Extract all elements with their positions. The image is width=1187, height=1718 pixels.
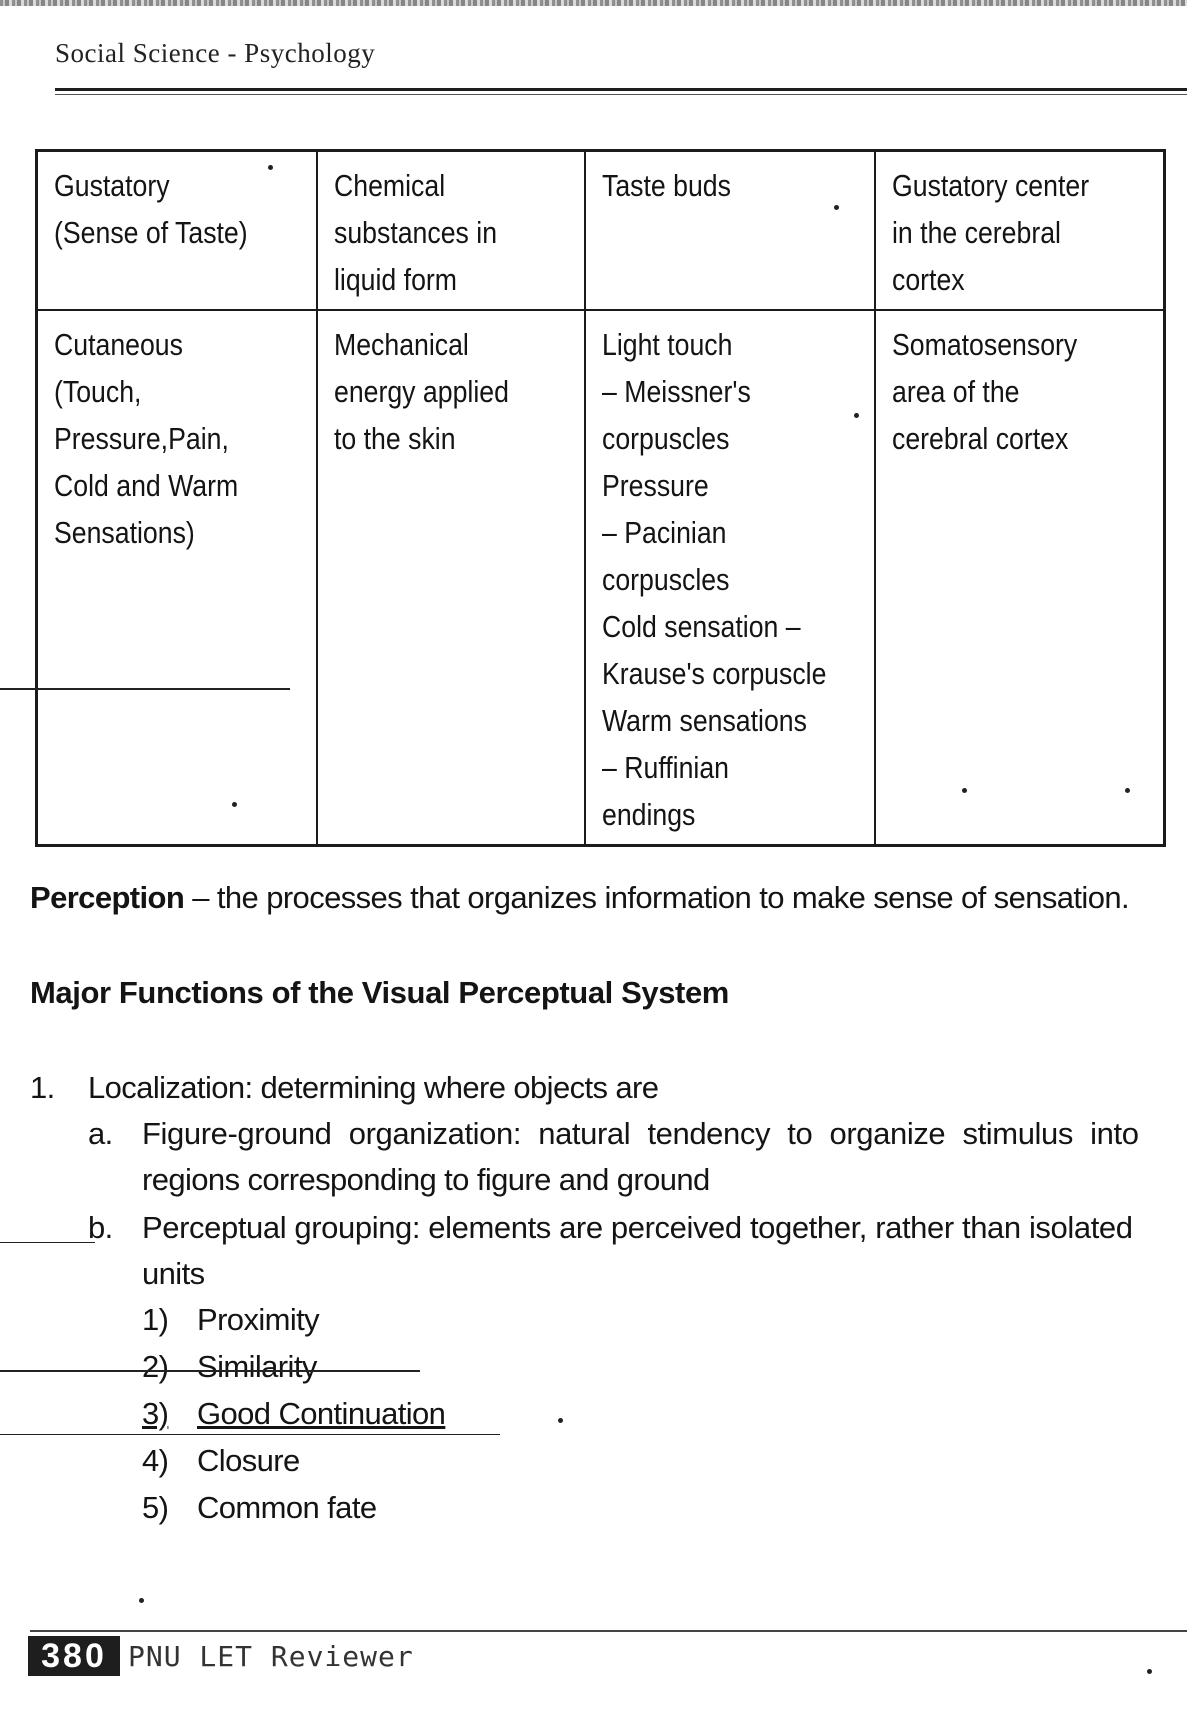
scan-edge-noise [0, 0, 1187, 6]
list-item-text: regions corresponding to figure and ground [142, 1162, 710, 1197]
cell-line: liquid form [333, 262, 457, 297]
scan-speck [962, 788, 967, 793]
cell-line: Gustatory center [891, 168, 1089, 203]
sub-list-number: 3) [142, 1396, 169, 1431]
scan-speck [1125, 788, 1130, 793]
perception-definition [30, 880, 1180, 916]
brain-area-cell [875, 310, 1165, 846]
table-row [37, 151, 1165, 311]
cell-line: Somatosensory [891, 327, 1077, 362]
receptors-cell [585, 310, 875, 846]
cell-line: area of the [891, 374, 1019, 409]
cell-line: cortex [891, 262, 965, 297]
scan-speck [1147, 1669, 1152, 1674]
cell-line: corpuscles [601, 421, 729, 456]
cell-line: – Pacinian [601, 515, 727, 550]
list-number: 1. [30, 1070, 55, 1105]
cell-line: Cold and Warm [54, 468, 239, 503]
list-item-text: Localization: determining where objects are [88, 1070, 659, 1105]
scan-speck [834, 205, 839, 210]
cell-line: Krause's corpuscle [601, 656, 826, 691]
scan-stroke [0, 1242, 95, 1243]
perception-term: Perception [30, 880, 185, 915]
cell-line: (Touch, [54, 374, 142, 409]
cell-line: to the skin [333, 421, 456, 456]
cell-line: substances in [333, 215, 497, 250]
list-item-text: Perceptual grouping: elements are perceived together, rather than isolated [142, 1210, 1133, 1245]
footer-rule [30, 1630, 1187, 1632]
list-letter: b. [88, 1210, 113, 1245]
scan-speck [558, 1418, 563, 1423]
scan-speck [854, 413, 859, 418]
cell-line: Light touch [601, 327, 732, 362]
scan-stroke [0, 688, 290, 690]
sub-list-number: 1) [142, 1302, 169, 1337]
strikethrough-stroke [0, 1370, 420, 1372]
header-rule [55, 88, 1187, 91]
scan-speck [139, 1598, 144, 1603]
footer-title: PNU LET Reviewer [128, 1640, 414, 1673]
running-header: Social Science - Psychology [55, 38, 376, 68]
sub-list-text: Similarity [197, 1349, 317, 1384]
table-row [37, 310, 1165, 846]
cell-line: Chemical [333, 168, 445, 203]
cell-line: corpuscles [601, 562, 729, 597]
section-heading: Major Functions of the Visual Perceptual System [30, 975, 729, 1010]
perception-text: – the processes that organizes information to make sense of sensation. [184, 880, 1130, 915]
cell-line: energy applied [333, 374, 509, 409]
sub-list-number: 5) [142, 1490, 169, 1525]
cell-line: Cold sensation – [601, 609, 801, 644]
sub-list-text: Common fate [197, 1490, 377, 1525]
cell-line: in the cerebral [891, 215, 1061, 250]
list-letter: a. [88, 1116, 113, 1151]
scan-speck [268, 165, 273, 170]
cell-line: – Ruffinian [601, 750, 729, 785]
sub-list-text: Proximity [197, 1302, 320, 1337]
cell-line: Pressure,Pain, [54, 421, 229, 456]
header-rule-thin [55, 94, 1187, 95]
sub-list-text: Closure [197, 1443, 300, 1478]
cell-line: cerebral cortex [891, 421, 1068, 456]
sub-list-number: 4) [142, 1443, 169, 1478]
page-number: 380 [28, 1636, 120, 1676]
sense-cell [37, 151, 317, 311]
cell-line: – Meissner's [601, 374, 751, 409]
cell-line: Warm sensations [601, 703, 807, 738]
cell-line: (Sense of Taste) [54, 215, 248, 250]
list-item [30, 1070, 55, 1106]
cell-line: Taste buds [601, 168, 731, 203]
receptors-cell [585, 151, 875, 311]
cell-line: Gustatory [54, 168, 170, 203]
cell-line: endings [601, 797, 695, 832]
cell-line: Mechanical [333, 327, 469, 362]
cell-line: Sensations) [54, 515, 195, 550]
sub-list-text: Good Continuation [197, 1396, 446, 1431]
list-item-text: units [142, 1256, 205, 1291]
senses-table [35, 149, 1166, 847]
stimulus-cell [317, 151, 585, 311]
scan-stroke [0, 1434, 500, 1435]
cell-line: Pressure [601, 468, 709, 503]
brain-area-cell [875, 151, 1165, 311]
list-item-text: Figure-ground organization: natural tendency to organize stimulus into [142, 1116, 1139, 1151]
stimulus-cell [317, 310, 585, 846]
sub-list-number: 2) [142, 1349, 169, 1384]
scan-speck [232, 802, 237, 807]
sense-cell [37, 310, 317, 846]
cell-line: Cutaneous [54, 327, 183, 362]
